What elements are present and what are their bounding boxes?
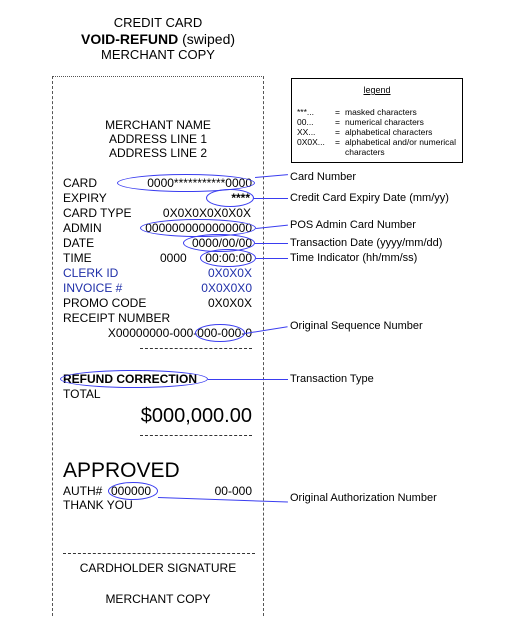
auth-highlight [108,482,158,500]
annotation-expiry: Credit Card Expiry Date (mm/yy) [290,192,449,204]
invoice-label: INVOICE # [63,281,123,295]
legend-text: numerical characters [345,117,424,127]
leader-line [254,198,288,199]
expiry-label: EXPIRY [63,191,107,205]
legend-title: legend [363,85,391,95]
legend-symbol: ***... [297,107,315,117]
admin-highlight [140,219,256,237]
auth-label: AUTH# [63,484,103,498]
legend-symbol: XX... [297,127,316,137]
merchant-name: MERCHANT NAME [105,118,211,132]
date-value: 0000/00/00 [191,236,252,250]
doc-title-bold: VOID-REFUND [80,31,179,47]
doc-title-rest: (swiped) [178,31,236,47]
annotation-admin: POS Admin Card Number [290,219,416,231]
annotation-authorization: Original Authorization Number [290,492,437,504]
card-label: CARD [63,176,98,190]
merchant-copy-footer: MERCHANT COPY [105,592,211,606]
address-line-2: ADDRESS LINE 2 [108,146,208,160]
legend-text: alphabetical and/or numerical characters [345,137,457,157]
clerk-label: CLERK ID [63,266,119,280]
promo-label: PROMO CODE [63,296,147,310]
annotation-card-number: Card Number [290,171,357,183]
invoice-value: 0X0X0X0 [201,281,252,295]
annotation-transaction-type: Transaction Type [290,373,374,385]
leader-line [255,243,288,244]
transaction-type-highlight [60,370,208,388]
legend-eq: = [335,107,340,117]
card-type-label: CARD TYPE [63,206,132,220]
card-value: 0000***********0000 [147,176,252,190]
total-label: TOTAL [63,387,101,401]
admin-value: 0000000000000000 [145,221,252,235]
total-amount: $000,000.00 [140,405,252,427]
approved-text: APPROVED [63,459,180,482]
leader-line [208,379,288,380]
date-label: DATE [63,236,95,250]
legend-text: masked characters [345,107,417,117]
time-highlight [200,249,256,267]
signature-line [63,553,255,554]
clerk-value: 0X0X0X [207,266,252,280]
receipt-number-value: X00000000-000-000-000-0 [107,326,252,340]
doc-title-line3: MERCHANT COPY [101,47,215,62]
legend-text: alphabetical characters [345,127,433,137]
receipt-number-label: RECEIPT NUMBER [63,311,171,325]
time-value-b: 00:00:00 [205,251,252,265]
expiry-highlight [206,189,254,207]
divider [140,348,252,349]
legend-box [291,78,463,163]
annotation-sequence: Original Sequence Number [290,320,423,332]
sequence-highlight [195,324,245,342]
transaction-type: REFUND CORRECTION [63,372,197,386]
admin-label: ADMIN [63,221,102,235]
legend-symbol: 0X0X... [297,137,325,147]
auth-value: 000000 [111,484,152,498]
doc-title-line1: CREDIT CARD [113,15,203,30]
legend-eq: = [335,117,340,127]
promo-value: 0X0X0X [207,296,252,310]
legend-eq: = [335,127,340,137]
leader-line [256,258,288,259]
divider [140,435,252,436]
expiry-value: **** [231,191,250,205]
time-value-a: 0000 [160,251,187,265]
annotation-time: Time Indicator (hh/mm/ss) [290,252,418,264]
annotation-date: Transaction Date (yyyy/mm/dd) [290,237,443,249]
cardholder-signature: CARDHOLDER SIGNATURE [79,561,237,575]
thank-you: THANK YOU [63,498,133,512]
time-label: TIME [63,251,92,265]
auth-code: 00-000 [214,484,252,498]
doc-title-line2 [0,31,316,47]
legend-eq: = [335,137,340,147]
legend-symbol: 00... [297,117,314,127]
card-type-value: 0X0X0X0X0X0X [162,206,251,220]
address-line-1: ADDRESS LINE 1 [108,132,208,146]
